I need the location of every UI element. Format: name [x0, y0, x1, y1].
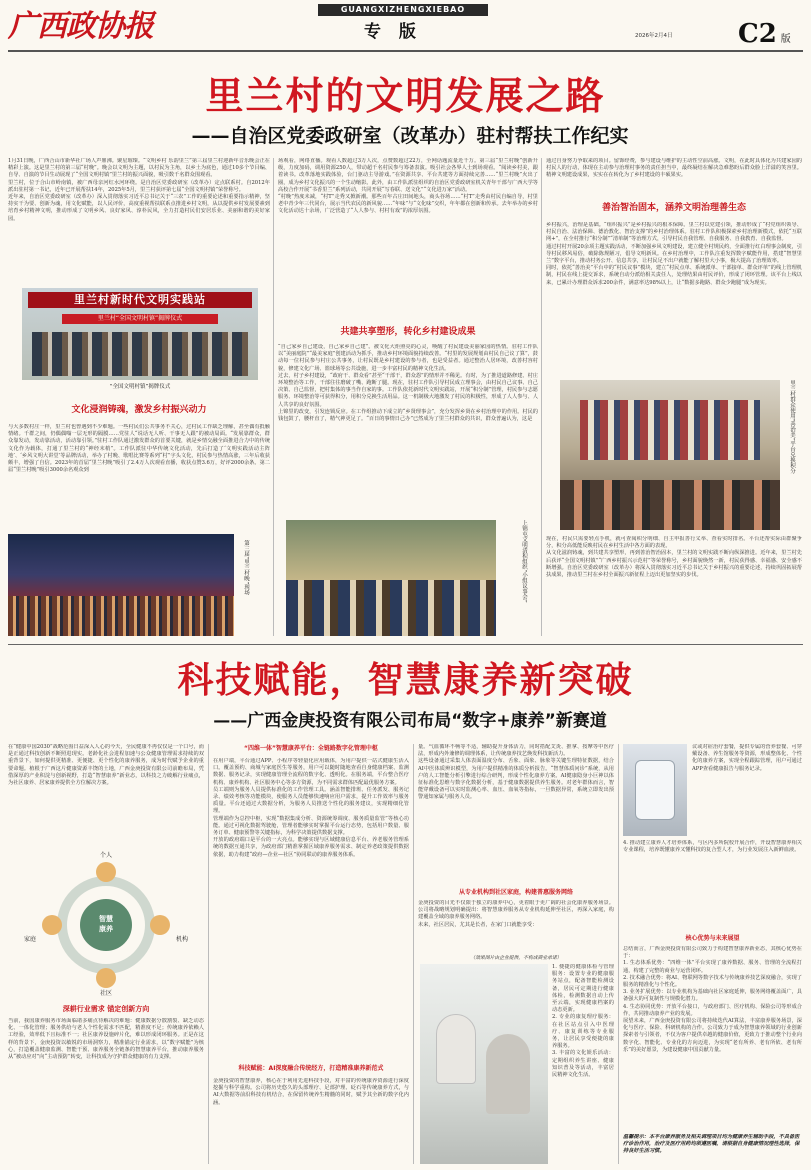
diagram-center-line2: 康养	[99, 925, 113, 933]
article2-col3-subhead: 从专业机构到社区家庭，构建普惠服务网络	[458, 889, 573, 896]
article1-intro	[8, 158, 270, 280]
article2-col3-list1: 1. 便捷的健康体检与管理服务：设置专业的健康服务站点，配备智能检测设备，居民可定期进行健康体检，检测数据自动上传至云端，实现健康档案的动态更新。	[552, 964, 614, 1014]
article1-col2-p5: 上锦里的改变，引发连锁反应。在工作组推动下成立的“乡贤理事会”，充分发挥乡贤在乡村治理中的作用。村民的钱包鼓了，腰杆直了，精气神更足了。“百日的事情日己办”已然成为了里兰村群众的共识，群众普遍认为，这是	[278, 408, 538, 423]
diagram-label-top: 个人	[99, 852, 112, 859]
masthead-rule	[8, 50, 803, 52]
article1-subtitle: ——自治区党委政研室（改革办）驻村帮扶工作纪实	[191, 125, 629, 147]
article1-col3-text3	[546, 536, 802, 636]
article1-section1-text: 与大多数村庄一样，里兰村也曾遇到不少难题。一些村民们公共事务不关心，过村民工作缺乏理解，甚至偶有抵触情绪。千群之间，仍偶偶嗡一层无形的隔膜……党驻人“说话无人听、干事无人跟”的被动局面。“发展靠群众，群众靠发动，发动靠活动，活动靠引领。”驻村工作队通过激发群众的首要关键，就是乡情交融全面推进合力中的传统文化作为载体，打通了里兰村的“神经末梢”。工作队派驻中华传统文化活动，先后打造了‘文明实践活动主阵地’、‘乡风文明大讲堂’等品牌活动，举办了村晚、歌唱比赛等系列“村”字头文化，村民参与热情高涨，三年后收获颇丰，增强了自信。2023年的首届“里兰村晚”吸引了2.4万人次观看直播，收获点赞3.6万，好评2000余条。第二届“里兰村晚”吸引3000余名观众到	[8, 424, 270, 474]
diagram-center-label	[86, 914, 126, 934]
article2-col2-subhead2: 科技赋能：AI深度融合传统经方，打造精准康养新范式	[238, 1065, 384, 1072]
article1-title: 里兰村的文明发展之路	[205, 74, 606, 118]
photo-elderly-checkup	[420, 964, 548, 1164]
article1-subhead-2: 共建共享塑形，转化乡村建设成果	[340, 327, 476, 337]
article1-col2-text2	[278, 344, 538, 512]
diagram-node-left	[42, 915, 62, 935]
article2-title: 科技赋能，智慧康养新突破	[177, 660, 634, 701]
article2-col4-subhead: 核心优势与未来展望	[685, 935, 740, 942]
article2-footnote: 温馨提示：本平台康养服务及相关调理项目均为健康养生辅助手段，不具备医疗诊治作用，治疗及医疗用药均须遵医嘱，请根据自身健康情况理性选择，保持良好生活习惯。	[623, 1134, 800, 1154]
article2-col2-p4: 开放的政府端口是平台的一大亮点。能够实现与区域健康信息平台、养老服务管理系统的数据互通共享，为政府部门精准掌握区域康养服务需求、制定养老政策提供数据依据，助力构建“政府—企业—社区”协同联动的康养服务体系。	[213, 837, 409, 858]
page-code: C2	[738, 19, 777, 49]
diagram-label-right: 机构	[175, 936, 188, 943]
article2-col3-p3: 金庚投资的目光不仅限于独立的康养中心，更着眼于更广阔的社会化康养服务场景。公司将战略规划明确提出：将智慧康养服务从专业机构延伸至社区，再深入家庭，构建覆盖全域的康养服务网络。	[418, 900, 614, 921]
article1-col3-p5: 现在，村民只需要轻点手机，就可查阅积分明细、自主申报善行义举、查看实时排名。平台还帮实际由群聚争分，积分高低能反映村民在乡村生活中各方面的表现。	[546, 536, 802, 550]
photo-sign: 里兰村“全国文明村镇”揭牌仪式	[62, 314, 218, 324]
article2-col2-subhead: “四维一体”智慧康养平台：全链路数字化管理中枢	[244, 745, 378, 752]
diagram-node-right	[150, 915, 170, 935]
article2-col2-text	[213, 758, 409, 1058]
diagram-label-bottom: 社区	[99, 990, 112, 997]
photo-ceremony	[22, 288, 258, 380]
article2-col2-p2: 员工端则为服务人员提供标准化的工作管理工具。涵盖智能排班、任务派发、服务记录、绩效考核等功能模块，使服务人员能够快速响应用户需求，提升工作效率与服务质量。平台还通过大数据分析，为服务人员推送个性化的服务建议，实现精细化管理。	[213, 786, 409, 815]
photo-note: （效果图片由企业提供，不构成商业承诺）	[470, 956, 562, 961]
column-divider	[273, 158, 274, 636]
column-divider	[208, 744, 209, 1164]
article1-col3-p4: 同时，依托“善治美”平台中的“村民议事”模块，建立“村民点单、系统派单、干部接单、群众评单”的线上管理机制，村民在线上提交诉求，系统自动分派给相关责任人，处理结果由村民评价，形成了闭环管理。该平台上线以来，已累计办理群众诉求200余件，满意率达98%以上，让“数据多跑路、群众少跑腿”成为现实。	[546, 265, 802, 286]
article1-subhead-1: 文化浸润铸魂，激发乡村振兴动力	[71, 405, 207, 415]
article2-intro: 在“健康中国2030”战略范围日益深入人心的今天，全民健康不再仅仅是一个口号，而是正通过科技创新不断照进现实。老龄化社会进程加速与公众健康管理需求持续的双重背景下，如何提供更精准、更便捷、更个性化的康养服务，成为时代赋予企业的重要命题。植根于广西这片健康资源丰饶的土地，广西金庚投资有限公司前瞻布局，凭借深厚的产业积淀与创新视野，打造“智慧康养”新业态，以科技之力破解行业痛点，为社区康养、居家康养提供全方位解决方案。	[8, 744, 204, 787]
article1-col3-p2: 乡村振兴，治理是基础。“组织振兴”是乡村振兴的根本保障。里兰村以党建引领，推动形成了“村党组织领导、村民自治、法治保障、德治教化、智治支撑”的乡村治理体系。驻村工作队积极探索乡村治理新模式，依托“互联网+”，在全村推行“积分制”“清单制”等治理方式，引导村民自我管理、自我服务、自我教育、自我监督。	[546, 222, 802, 243]
article1-col2-p3: “自己家乡自己建设，自己家乡自己建”。被文化大炬照亮的心灵，唤醒了村民建设美丽家园的热情。驻村工作队以“美丽庭院”“最美家庭”创建活动为抓手，推动乡村环境面貌持续改善。“村里的发展规划由村民自己议了算”，鼓动每一位村民参与村庄公共事务，让村民既是乡村建设的参与者，也是受益者。通过整治人居环境，改善村容村貌，修建文化广场、篮球场等公共设施，进一步丰富村民的精神文化生活。	[278, 344, 538, 372]
article2-col3-text	[418, 744, 614, 884]
article1-col3-p6: 从文化滋润铸魂，到共建共享塑形，再到善治智治固本，里兰村的文明实践不断向纵深推进。近年来，里兰村先后获评“全国文明村镇”“广西乡村振兴示范村”等荣誉称号，乡村面貌焕然一新，村民获得感、幸福感、安全感不断增强。自治区党委政研室（改革办）将深入贯彻落实习近平总书记关于乡村振兴的重要论述，持续巩固拓展帮扶成果，推动里兰村在乡村全面振兴新征程上迈出更加坚实的步伐。	[546, 550, 802, 579]
diagram-center-line1: 智慧	[99, 915, 113, 923]
article2-col3-list2: 2. 专业的康复理疗服务：在社区站点引入中医理疗、康复训练等专业服务，让居民享受便捷的康养服务。	[552, 1014, 614, 1050]
column-divider	[541, 158, 542, 636]
article2-col4-text3	[623, 946, 802, 1132]
article2-col2-p1: 在用户端，平台通过APP、小程序等轻量化应用载体，为用户提供一站式健康生活入口。覆盖预约、商城与家庭医生等服务，用户可以随时随地查看自身健康档案、监测数据、服务记录，实现健康管理全流程的数字化、透明化。在服务端，平台整合医疗机构、康养机构、社区服务中心等多方资源，为不同需求群体匹配最优服务方案。	[213, 758, 409, 786]
article2-col1-text: 当前，我国康养服务市场面临诸多痛点待解决的难题：健康数据分散割裂、缺乏动态化、一体化管理；服务供给与老人个性化需求不匹配，精准度不足；传统康养依赖人工经验，效率低下且标准不一；社区康养设施碎片化，难以形成闭环服务。正是在这样的背景下，金庚投资以敏锐的市场洞察力，精准锚定行业需求，以“数字赋能”为核心，打造覆盖健康监测、智能干预、康养服务全链条的智慧康养平台，推动康养服务从“被动应对”向“主动预防”转变，让科技成为守护群众健康的有力支撑。	[8, 1018, 204, 1061]
article2-col3-p4: 未来，社区居民，尤其是长者，在家门口就能享受：	[418, 921, 538, 928]
article2-col3-list3: 3. 丰富的文化娱乐活动：定期组织养生讲座、健康知识普及等活动，丰富居民精神文化生活。	[552, 1050, 614, 1079]
article1-intro-p3: 近年来，自治区党委政研室（改革办）深入贯彻落实习近平总书记关于“三农”工作的重要论述和重要指示精神，坚持实干为要、创新为魂，用文化赋能，以人民评价，高度重视帮扶联系点推进乡村文明，从以提供乡村发展要素到培育乡村精神文明，推动形成了文明乡风、良好家风、淳朴民风，全力打造村民们安居乐业、美丽和谐的美好家园。	[8, 194, 270, 222]
newspaper-logo: 广西政协报	[8, 9, 153, 44]
photo-villagers	[286, 580, 496, 636]
photo-banner: 里兰村新时代文明实践站	[28, 292, 252, 308]
column-divider	[618, 744, 619, 1164]
article2-col4-text2: 4. 推动建立康养人才培养体系，与区内多所院校开展合作，开设智慧康养相关专业课程，培养既懂康养又懂科技的复合型人才，为行业发展注入新鲜血液。	[623, 840, 802, 854]
article1-col2-p1: 场观看，网络直播。观看人数超过3万人次，点赞数超过22万，全网话题流量近千万。第三届“里兰村晚”创新升级，力度加码，调用资源250人，带动超千名村民参与筹备表演。吸引社会各界人士到场观看。“阅读乡村美，跟着读书。改革落地实践体验，台门驱动主导游戏。”在资源共享、平台共建等方面持续完善……“里兰村晚”火出了圈，成为乡村文化振兴的一个生动缩影。此外，由工作队派驻组织的自治区党委政研室机关青年干部与广西大学等高校合作开展“书香里兰”系列活动，共同开展“写春联、送文化”“文化进万家”活动。	[278, 158, 538, 193]
photo1-caption: “全国文明村镇”揭牌仪式	[109, 384, 171, 390]
page-number	[738, 20, 791, 54]
diagram-label-left: 家庭	[23, 936, 36, 943]
article1-intro-p2: 里兰村，位于合山市岭南镇，被广西母亲河红水河环绕。是自治区党委政研室（改革办）定点联系村。自2012年派出驻村第一书记，近年已开展帮扶14年，2025年5月，里兰村获评第七届“全国文明村镇”荣誉称号。	[8, 179, 270, 193]
photo-people	[560, 480, 780, 530]
article1-col2-p4: 过去，村子乡村建设，“政府干、群众看”甚至“干部干，群众怨”的情形并不稀见。有时，为了推进道路修建、村庄环境整治等工作，干部往往磨破了嘴、跑断了腿。现在，驻村工作队引导村民成立理事会，由村民自己议事、自己决策、自己监督，把村集体的事当作自家的事。工作队依托新时代文明实践站，开展“积分制”管理，村民参与志愿服务、环境整治等可获得积分，用积分兑换生活用品。这一机制极大地激发了村民的积极性，形成了人人参与、人人共享的良好氛围。	[278, 372, 538, 408]
column-divider	[413, 744, 414, 1164]
section-title: 专 版	[364, 22, 422, 42]
smart-care-diagram	[12, 852, 200, 998]
photo-village-gala	[8, 534, 234, 636]
article1-intro-p1: 1月31日晚，广西合山市新华社广场人声鼎沸。聚星璀璨。“文明乡村 乐韵里兰”第三届里兰村迎新年音乐晚会正在精彩上演。这是里兰村的第三届“村晚”。晚会以文明为主题，以村民为主角，以乡土为底色，通过10多个节目编、自导、自演的节目生动展现了“全国文明村镇”里兰村的振兴面貌，吸引数千名群众围观看。	[8, 158, 270, 179]
photo-patient	[486, 1034, 530, 1114]
photo3-caption: 上锦屯文明清积组织“小组议事会”	[521, 520, 527, 603]
article2-col4-p5: 2. 技术融合优势：将AI、物联网等数字技术与传统康养技艺深度融合，实现了服务的精准化与个性化。	[623, 974, 802, 989]
article2-col3-text3	[418, 900, 614, 958]
masthead-pinyin: GUANGXIZHENGXIEBAO	[318, 4, 488, 16]
diagram-node-top	[96, 862, 116, 882]
photo2-caption: 第三届“里兰村晚”现场	[243, 540, 249, 596]
article2-col2-text5: 金庚投资的智慧康养，核心在于利用先进科技手段，对丰富的传统康养资源进行深度挖掘与科学重构。公司将历史悠久的头部理疗、足部护理、砭石等传统康养方式，与AI大数据等前沿科技有机结合，在保留传统养生精髓的同时，赋予其全新的数字化内涵。	[213, 1078, 409, 1106]
article2-col3-p2: 这些设备通过采集人体表面温度分布、舌象、面象、脉象等关键生理特征数据，结合AI中医体质辨识模型，为用户提供精准的体质分析报告。“智慧体质问诊”系统，从用户的人工智能分析引擎进行综合研判，形成个性化康养方案。AI健康隐身小巨神以体征标准化思维与数字化数据分析，基于健康数据提供养生服务。对老年群体而言，智能穿戴设备可以实时监测心率、血压、血氧等指标，一旦数据异常，系统立即发出预警通知家属与服务人员。	[418, 758, 614, 801]
article1-subhead-3: 善治智治固本，涵养文明治理善生态	[601, 203, 746, 213]
diagram-node-bottom	[96, 968, 116, 988]
photo-audience	[8, 596, 234, 636]
article2-col3-list	[552, 964, 614, 1164]
article2-col2-p3: 管理端作为总控中枢，实现“数据集成分析、资源统筹调度、服务质量监管”等核心功能。通过可视化数据驾驶舱，管理者能够实时掌握平台运行态势，包括用户数量、服务订单、健康预警等关键指标，为科学决策提供数据支撑。	[213, 815, 409, 837]
article1-col2-p2: “村晚”热度未减，“村T”走秀又掀新潮。那些百年古庄田间地头，商头谷场……“村T”走秀由村民自编自导，村里老中青少年三代同台，展示当代农民的新风貌……“年味”与“文化味”交织，年年都在创新和传承。去年举办的乡村文化活动达十余场，广泛营造了“人人参与、村村有戏”的浓厚氛围。	[278, 194, 538, 215]
article2-col4-text: 议或对症治疗套餐，提供专属的营养套餐、可穿戴设备、养生馆服务等资源，形成整体化、个性化的康养方案，实现全程跟踪管理，用户可通过APP查看健康报告与服务记录。	[692, 744, 802, 772]
newspaper-masthead	[8, 4, 208, 48]
photo-device-body	[635, 760, 675, 820]
photo-village-meeting	[286, 520, 496, 636]
photo-device	[623, 744, 687, 836]
photo4-caption: 里兰村群众使用“善治美”平台兑换积分	[789, 380, 795, 474]
article1-col2-text	[278, 158, 538, 322]
article2-col4-p8: 展望未来，广西金庚投资有限公司将持续迭代AI算法，丰富康养服务场景，深化与医疗、保险、科研机构的合作。公司致力于成为智慧康养领域的行业创新探索者与引领者，不仅为客户提供卓越的健康价值，更致力于推动整个行业向数字化、智能化、专业化的方向迈进，为实现“老有所养、老有所依、老有所乐”的美好愿景，为建设健康中国贡献力量。	[623, 1018, 802, 1053]
article1-col3-p3: 通过村村开展20余项主题实践活动，不断加强乡风文明建设，建立健全村规民约，全面推行红白理事会制度，引导村民移风易俗，破除陈规陋习，倡导文明新风。在乡村治理中，工作队注重发挥数字赋能作用，搭建“智慧里兰”数字平台，推动村务公开、信息共享，让村民足不出户就能了解村里大小事，极大提高了治理效率。	[546, 243, 802, 265]
photo-crowd	[32, 332, 248, 376]
photo-goods-shelf	[580, 400, 760, 460]
article2-col4-p3: 总结而言，广西金庚投资有限公司致力于构建智慧康养新业态，其核心优势在于：	[623, 946, 802, 960]
photo-points-exchange	[560, 380, 780, 530]
article2-col4-p7: 4. 生态协同优势：开放平台接口，与政府部门、医疗机构、保险公司等形成合作，共同推动康养产业的发展。	[623, 1003, 802, 1017]
article1-col3-text2	[546, 222, 802, 374]
article2-col3-p1: 量。气血循环不畅等不适，辅助提升身体活力，同时搭配艾灸、推拿、按摩等中医疗法，形成内外兼修的调理体系，让传统康养技艺焕发科技新活力。	[418, 744, 614, 758]
page-suffix: 版	[780, 34, 791, 45]
article2-subtitle: ——广西金庚投资有限公司布局“数字+康养”新赛道	[213, 711, 607, 731]
issue-date: 2026年2月4日	[635, 33, 673, 39]
article2-col4-p6: 3. 业务扩展优势：以专业机构为基础向社区家庭延伸，服务网络覆盖面广，具备强大的可复制性与规模化潜力。	[623, 989, 802, 1003]
article1-col3-text: 通过自身努力争取来的项目。留饰经费，参与建设与维护的主动性空前高涨。文明，在此时具体化为共建家园的村民人的行动，体现在主动参与治理村事务的责任担当中，最终凝结在解决急难愁盼后群众脸上洋溢的笑容里。精神文明建设成果，实实在在转化为了乡村建设的丰硕果实。	[546, 158, 802, 179]
article2-subhead-1: 深耕行业需求 锚定创新方向	[62, 1005, 150, 1013]
article2-col4-p4: 1. 生态体系优势：“四维一体”平台实现了康养数据、服务、管理的全流程打通，构建了完整的商业与运营闭环。	[623, 960, 802, 974]
photo-nurse	[436, 1014, 476, 1084]
article-separator	[8, 644, 803, 645]
